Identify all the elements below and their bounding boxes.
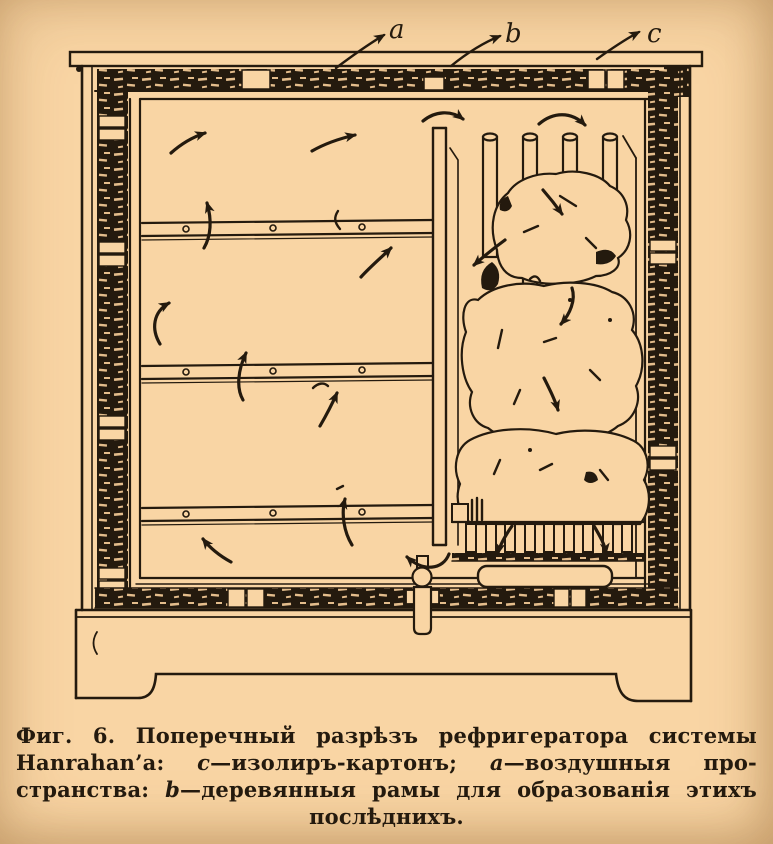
figure-caption <box>0 722 773 830</box>
caption-line-4 <box>16 803 757 830</box>
caption-ref-letter-a: а <box>489 750 504 775</box>
caption-line-1 <box>16 722 757 749</box>
left-wall-insulation <box>82 66 140 610</box>
caption-text: Фиг. 6. Поперечный разрѣзъ рефригератора системы <box>16 723 757 748</box>
shelf <box>142 363 433 383</box>
shelf <box>142 220 433 240</box>
caption-text: —воздушныя про- <box>503 750 757 775</box>
caption-text: —изолиръ-картонъ; <box>210 750 490 775</box>
cabinet-lid <box>70 52 702 99</box>
shelves <box>142 220 433 525</box>
ice-chamber-partition <box>433 128 458 545</box>
caption-text: —деревянныя рамы для образованія этихъ <box>180 777 757 802</box>
label-a: a <box>389 15 405 45</box>
drip-pan <box>478 566 612 587</box>
caption-text: Hanrahan’а: <box>16 750 198 775</box>
caption-line-2 <box>16 749 757 776</box>
base-plinth <box>76 610 691 701</box>
caption-line-3 <box>16 776 757 803</box>
shelf <box>142 505 433 525</box>
label-b: b <box>505 19 522 49</box>
label-c: c <box>647 19 662 49</box>
caption-text: послѣднихъ. <box>309 804 464 829</box>
caption-ref-letter-b: b <box>165 777 181 802</box>
caption-ref-letter-c: с <box>197 750 211 775</box>
caption-text: странства: <box>16 777 166 802</box>
airflow-curl-marks <box>313 211 343 489</box>
